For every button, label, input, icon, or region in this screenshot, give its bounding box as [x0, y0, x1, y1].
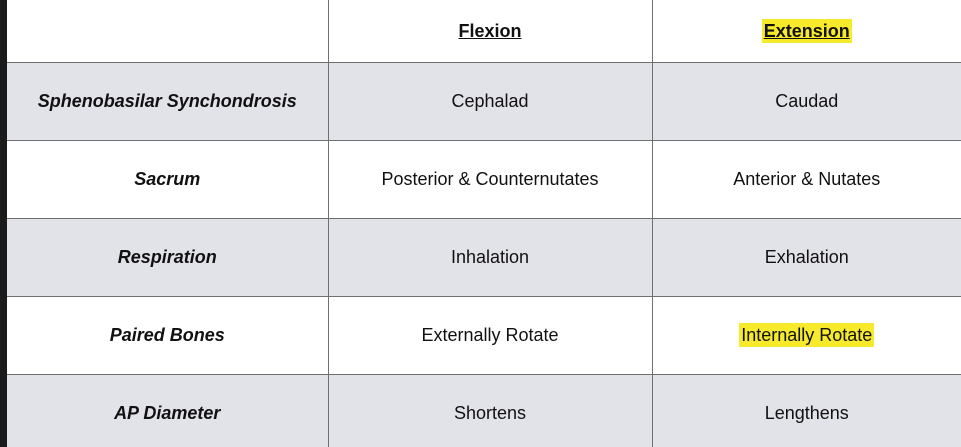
extension-cell: Caudad — [652, 63, 961, 141]
flexion-cell: Externally Rotate — [328, 297, 652, 375]
flexion-cell: Posterior & Counternutates — [328, 141, 652, 219]
table-row — [7, 375, 961, 447]
row-label-cell — [7, 63, 328, 141]
row-label: AP Diameter — [114, 403, 221, 423]
row-label: Sacrum — [134, 169, 201, 189]
extension-cell: Lengthens — [652, 375, 961, 447]
header-cell-empty — [7, 0, 328, 63]
table-row — [7, 141, 961, 219]
table-row — [7, 219, 961, 297]
table-row — [7, 63, 961, 141]
extension-cell: Anterior & Nutates — [652, 141, 961, 219]
row-label: Paired Bones — [109, 325, 225, 345]
row-label-cell — [7, 141, 328, 219]
header-cell-flexion — [328, 0, 652, 63]
highlighted-value: Internally Rotate — [741, 325, 873, 345]
row-label: Sphenobasilar Synchondrosis — [37, 91, 297, 111]
extension-cell — [652, 297, 961, 375]
row-label: Respiration — [117, 247, 217, 267]
row-label-cell — [7, 219, 328, 297]
flexion-cell: Cephalad — [328, 63, 652, 141]
flexion-cell: Shortens — [328, 375, 652, 447]
comparison-table — [7, 0, 961, 447]
header-cell-extension — [652, 0, 961, 63]
flexion-cell: Inhalation — [328, 219, 652, 297]
column-header-extension: Extension — [763, 20, 850, 41]
column-header-flexion: Flexion — [458, 20, 522, 41]
extension-cell: Exhalation — [652, 219, 961, 297]
header-row — [7, 0, 961, 63]
table-row — [7, 297, 961, 375]
row-label-cell — [7, 297, 328, 375]
left-edge-bar — [0, 0, 7, 447]
row-label-cell — [7, 375, 328, 447]
